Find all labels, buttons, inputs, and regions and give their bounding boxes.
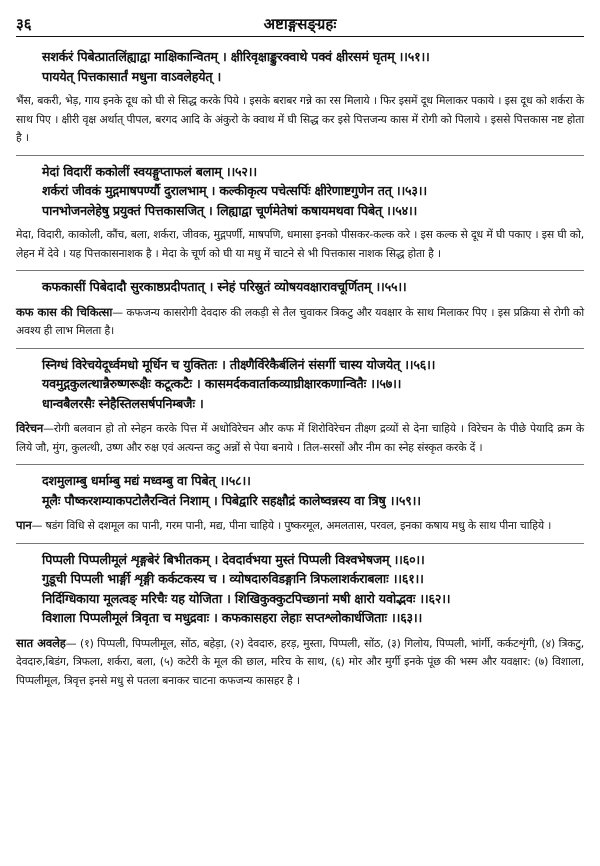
commentary-paragraph — [16, 226, 584, 263]
verse-block — [16, 471, 584, 510]
commentary-text: भैंस, बकरी, भेड़, गाय इनके दूध को घी से सिद्ध करके पिये । इसके बराबर गन्ने का रस मिलाये । फिर इसमें दूध मिलाकर पकाये । इस दूध को शर्करा के साथ पिए । क्षीरी वृक्ष अर्थात् पीपल, बरगद आदि के अंकुरो के क्वाथ में घी सिद्ध कर इसे पित्तजन्य कास में रोगी को पिलाये । इससे पित्तकास नष्ट होता है । — [16, 94, 584, 144]
section-divider — [16, 270, 584, 271]
page-number: ३६ — [16, 15, 32, 33]
section-divider — [16, 464, 584, 465]
commentary-paragraph — [16, 634, 584, 691]
section-divider — [16, 348, 584, 349]
commentary-text: —रोगी बलवान हो तो स्नेहन करके पित्त में अधोविरेचन और कफ में शिरोविरेचन तीक्ष्ण द्रव्यों से देना चाहिये । विरेचन के पीछे पेयादि क्रम के लिये जौ, मुंग, कुलत्थी, उष्ण और रुक्ष एवं अत्यन्त कटु अन्नों से पेया बनाये । तिल-सरसों और नीम का स्नेह संस्कृत करके दें । — [16, 422, 584, 454]
verse-block — [16, 550, 584, 628]
verse-line: पानभोजनलेहेषु प्रयुक्तं पित्तकासजित् । लिह्याद्वा चूर्णमेतेषां कषायमथवा पिबेत् ।।५४।। — [42, 202, 418, 218]
commentary-text: मेदा, विदारी, काकोली, कौंच, बला, शर्करा, जीवक, मुद्गपर्णी, माषपणि, धमासा इनको पीसकर-कल्क करे । इस कल्क से दूध में घी पकाए । इस घी को, लेहन में देवे । यह पित्तकासनाशक है । मेदा के चूर्ण को घी या मधु में चाटने से भी पित्तकास नाशक सिद्ध होता है । — [16, 228, 584, 260]
verse-line: स्निग्धं विरेचयेदूर्ध्वमधो मूर्धिन च युक्तितः । तीक्ष्णैर्विरेकैर्बलिनं संसर्गी चास्य योजयेत् ।।५६।। — [42, 356, 436, 372]
verse-line: पाययेत् पित्तकासार्तं मधुना वाऽवलेहयेत् । — [42, 68, 222, 84]
commentary-text: — षडंग विधि से दशमूल का पानी, गरम पानी, मद्य, पीना चाहिये । पुष्करमूल, अमलतास, परवल, इनका कषाय मधु के साथ पीना चाहिये । — [31, 519, 552, 532]
verse-block — [16, 47, 584, 86]
commentary-text: — कफजन्य कासरोगी देवदारु की लकड़ी से तैल चुवाकर त्रिकटु और यवक्षार के साथ मिलाकर पिए । इस प्रक्रिया से रोगी को अवश्य ही लाभ मिलता है। — [16, 305, 584, 337]
verse-line: शर्करां जीवकं मुद्गमाषपर्ण्यौ दुरालभाम् । कल्कीकृत्य पचेत्सर्पिः क्षीरेणाष्टगुणेन तत् ।।५३।। — [42, 183, 427, 198]
verse-line: गुडूची पिप्पली भार्ङ्गी शृङ्गी कर्कटकस्य च । व्योषदारुविडङ्गानि त्रिफलाशर्कराबलाः ।।६१।। — [42, 571, 424, 586]
verse-line: मेदां विदारीं ककोलीं स्वयङ्गुप्ताफलं बलाम् ।।५२।। — [42, 163, 257, 179]
verse-block — [16, 355, 584, 414]
verse-line: मूलैः पौष्करशम्याकपटोलैरन्वितं निशाम् । पिबेद्वारि सहक्षौद्रं कालेष्वन्नस्य वा त्रिषु ।।५९।। — [42, 492, 421, 508]
running-header — [16, 14, 584, 37]
commentary-paragraph — [16, 303, 584, 341]
section-divider — [16, 155, 584, 156]
verse-block — [16, 277, 584, 297]
verse-block — [16, 162, 584, 221]
commentary-paragraph — [16, 92, 584, 148]
commentary-heading: सात अवलेह — [16, 635, 66, 650]
verse-line: पिप्पली पिप्पलीमूलं शृङ्गबेरं बिभीतकम् । देवदार्वभया मुस्तं पिप्पली विश्वभेषजम् ।।६०।। — [42, 551, 425, 567]
page-content — [16, 47, 584, 690]
commentary-paragraph — [16, 516, 584, 536]
commentary-paragraph — [16, 419, 584, 457]
verse-line: सशर्करं पिबेत्प्रातलिंह्याद्वा माक्षिकान्वितम् । क्षीरिवृक्षाङ्कुरक्वाथे पक्वं क्षीरसमं घृतम् ।।५१।। — [42, 49, 430, 64]
verse-line: विशाला पिप्पलीमूलं त्रिवृता च मधुद्रवाः । कफकासहरा लेहाः सप्तश्लोकार्धजिताः ।।६३।। — [42, 610, 423, 625]
commentary-heading: पान — [16, 518, 32, 532]
section-divider — [16, 543, 584, 544]
verse-line: धान्वबैलरसैः स्नेहैस्तिलसर्षपनिम्बजैः । — [42, 395, 204, 411]
commentary-heading: कफ कास की चिकित्सा — [16, 304, 113, 319]
commentary-heading: विरेचन — [16, 421, 44, 435]
verse-line: यवमुद्गकुलत्थान्नैरुष्णरूक्षैः कटूत्कटैः । कासमर्दकवार्ताकव्याघ्रीक्षारकणान्वितैः ।।५७।। — [42, 376, 402, 391]
verse-line: निर्दिग्धिकाया मूलत्वङ् मरिचैः यह योजिता । शिखिकुक्कुटपिच्छानां मषी क्षारो यवोद्भवः ।।६२।। — [42, 590, 451, 606]
running-title: अष्टाङ्गसङ्ग्रहः — [263, 15, 337, 33]
commentary-text: — (१) पिप्पली, पिप्पलीमूल, सोंठ, बहेड़ा, (२) देवदारु, हरड़, मुस्ता, पिप्पली, सोंठ, (३) गिलोय, पिप्पली, भांर्गी, कर्कटशृंगी, (४) त्रिकटु, देवदारु,बिडंग, त्रिफला, शर्करा, बला, (५) कटेरी के मूल की छाल, मरिच के साथ, (६) मोर और मुर्गी इनके पूंछ की भस्म और यवक्षार: (७) विशाला, पिप्पलीमूल, त्रिवृत्त इनसे मधु से पतला बनाकर चाटना कफजन्य कासहर है । — [16, 636, 584, 687]
verse-line: कफकासीं पिबेदादौ सुरकाष्ठप्रदीपतात् । स्नेहं परिस्रुतं व्योषयवक्षारावचूर्णितम् ।।५५।। — [42, 279, 407, 294]
verse-line: दशमुलाम्बु धर्माम्बु मद्यं मध्वम्बु वा पिबेत् ।।५८।। — [42, 473, 251, 488]
